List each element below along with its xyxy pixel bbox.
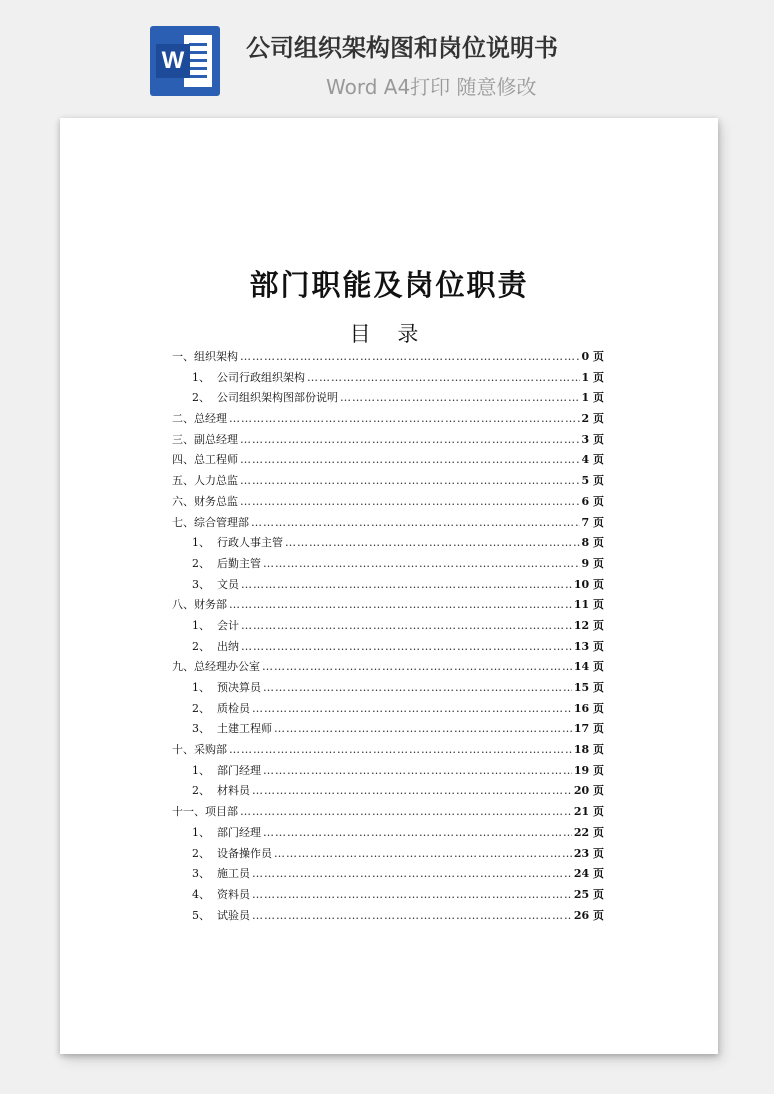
toc-entry-label: 出纳 (217, 639, 239, 653)
toc-entry-page: 7 页 (581, 515, 604, 529)
toc-entry[interactable] (172, 678, 604, 699)
toc-dot-leader (252, 864, 572, 885)
toc-entry[interactable] (172, 864, 604, 885)
toc-entry[interactable] (172, 761, 604, 782)
toc-dot-leader (241, 616, 572, 637)
toc-dot-leader (240, 492, 580, 513)
toc-dot-leader (262, 657, 572, 678)
header-subtitle: Word A4打印 随意修改 (326, 75, 537, 99)
toc-entry-page: 19 页 (573, 763, 604, 777)
toc-dot-leader (307, 368, 580, 389)
header-banner (0, 0, 774, 118)
toc-entry-number: 1、 (192, 618, 210, 632)
toc-dot-leader (263, 678, 572, 699)
toc-entry-page: 5 页 (581, 474, 604, 488)
toc-entry[interactable] (172, 657, 604, 678)
toc-entry-number: 3、 (192, 577, 210, 591)
toc-entry-number: 2、 (192, 391, 210, 405)
toc-entry-number: 1、 (192, 681, 210, 694)
toc-entry-label: 一、组织架构 (172, 350, 238, 363)
toc-entry-page: 4 页 (581, 453, 604, 467)
toc-entry[interactable] (172, 781, 604, 802)
toc-entry[interactable] (172, 450, 604, 471)
word-icon (150, 26, 220, 96)
toc-entry-label: 部门经理 (217, 825, 261, 839)
toc-entry-number: 3、 (192, 722, 210, 736)
toc-entry[interactable] (172, 575, 604, 596)
toc-entry-label: 五、人力总监 (172, 474, 238, 488)
toc-dot-leader (274, 844, 572, 865)
toc-entry-number: 2、 (192, 701, 210, 715)
toc-dot-leader (241, 637, 572, 658)
toc-entry-label: 部门经理 (217, 763, 261, 777)
toc-entry-number: 1、 (192, 825, 210, 839)
toc-entry-page: 8 页 (581, 536, 604, 550)
toc-entry[interactable] (172, 347, 604, 368)
toc-entry-page: 9 页 (581, 556, 604, 570)
toc-entry[interactable] (172, 844, 604, 865)
toc-entry-label: 预决算员 (217, 681, 261, 694)
toc-entry-label: 材料员 (217, 784, 250, 798)
toc-entry-label: 十、采购部 (172, 743, 227, 757)
document-page (60, 118, 718, 1054)
toc-entry-page: 26 页 (573, 908, 604, 922)
toc-dot-leader (240, 430, 580, 451)
toc-entry[interactable] (172, 513, 604, 534)
toc-entry-number: 2、 (192, 846, 210, 860)
toc-entry[interactable] (172, 906, 604, 927)
toc-entry[interactable] (172, 595, 604, 616)
toc-entry[interactable] (172, 885, 604, 906)
toc-entry-page: 0 页 (581, 350, 604, 363)
toc-entry-label: 质检员 (217, 701, 250, 715)
toc-entry[interactable] (172, 637, 604, 658)
toc-entry-page: 18 页 (573, 743, 604, 757)
toc-entry-number: 2、 (192, 639, 210, 653)
toc-entry-label: 九、总经理办公室 (172, 660, 260, 674)
toc-entry-label: 三、副总经理 (172, 432, 238, 446)
toc-entry-page: 13 页 (573, 639, 604, 653)
toc-dot-leader (240, 802, 572, 823)
toc-entry-label: 七、综合管理部 (172, 515, 249, 529)
toc-dot-leader (252, 906, 572, 927)
toc-entry-page: 11 页 (573, 598, 604, 612)
toc-entry-label: 设备操作员 (217, 846, 272, 860)
toc-entry-number: 3、 (192, 867, 210, 881)
toc-entry[interactable] (172, 823, 604, 844)
toc-entry[interactable] (172, 388, 604, 409)
toc-heading: 目 录 (349, 322, 429, 346)
toc-entry[interactable] (172, 430, 604, 451)
toc-entry-label: 试验员 (217, 908, 250, 922)
toc-dot-leader (263, 554, 580, 575)
toc-entry-label: 会计 (217, 618, 239, 632)
toc-entry-page: 2 页 (581, 412, 604, 426)
toc-entry-page: 1 页 (581, 370, 604, 384)
toc-entry[interactable] (172, 492, 604, 513)
toc-entry-page: 14 页 (573, 660, 604, 674)
toc-entry-label: 文员 (217, 577, 239, 591)
toc-entry-label: 公司行政组织架构 (217, 370, 305, 384)
toc-entry-page: 6 页 (581, 494, 604, 508)
toc-entry[interactable] (172, 719, 604, 740)
toc-entry-number: 2、 (192, 556, 210, 570)
toc-entry-number: 1、 (192, 370, 210, 384)
toc-entry-page: 16 页 (573, 701, 604, 715)
toc-entry-page: 24 页 (573, 867, 604, 881)
toc-dot-leader (274, 719, 572, 740)
toc-entry-number: 1、 (192, 763, 210, 777)
toc-entry-label: 行政人事主管 (217, 536, 283, 550)
toc-entry-page: 15 页 (573, 681, 604, 694)
toc-entry-label: 公司组织架构图部份说明 (217, 391, 338, 405)
table-of-contents (172, 347, 604, 926)
toc-entry-number: 5、 (192, 908, 210, 922)
toc-entry-label: 六、财务总监 (172, 494, 238, 508)
toc-dot-leader (241, 575, 572, 596)
toc-entry[interactable] (172, 471, 604, 492)
header-title: 公司组织架构图和岗位说明书 (246, 34, 558, 62)
toc-entry-number: 1、 (192, 536, 210, 550)
toc-entry[interactable] (172, 368, 604, 389)
toc-entry-page: 20 页 (573, 784, 604, 798)
toc-entry[interactable] (172, 740, 604, 761)
toc-entry-label: 二、总经理 (172, 412, 227, 426)
toc-entry-page: 12 页 (573, 618, 604, 632)
toc-dot-leader (240, 450, 580, 471)
toc-entry-page: 17 页 (573, 722, 604, 736)
toc-entry[interactable] (172, 802, 604, 823)
toc-dot-leader (263, 823, 572, 844)
toc-entry-label: 十一、项目部 (172, 805, 238, 819)
toc-entry[interactable] (172, 554, 604, 575)
toc-dot-leader (251, 513, 580, 534)
toc-entry-page: 23 页 (573, 846, 604, 860)
toc-dot-leader (252, 699, 572, 720)
toc-entry-label: 四、总工程师 (172, 453, 238, 467)
toc-entry-page: 3 页 (581, 432, 604, 446)
toc-entry-page: 1 页 (581, 391, 604, 405)
toc-dot-leader (229, 409, 580, 430)
toc-entry-number: 4、 (192, 887, 210, 901)
toc-entry-label: 资料员 (217, 887, 250, 901)
toc-dot-leader (240, 347, 580, 368)
toc-dot-leader (240, 471, 580, 492)
toc-entry-label: 八、财务部 (172, 598, 227, 612)
toc-dot-leader (340, 388, 580, 409)
toc-dot-leader (252, 781, 572, 802)
toc-entry-label: 后勤主管 (217, 556, 261, 570)
toc-dot-leader (285, 533, 580, 554)
toc-entry-page: 25 页 (573, 887, 604, 901)
toc-dot-leader (229, 740, 572, 761)
toc-dot-leader (229, 595, 572, 616)
toc-entry[interactable] (172, 616, 604, 637)
word-letter: W (156, 44, 190, 78)
toc-entry[interactable] (172, 409, 604, 430)
toc-dot-leader (252, 885, 572, 906)
document-title: 部门职能及岗位职责 (249, 268, 529, 302)
toc-entry-label: 施工员 (217, 867, 250, 881)
toc-entry[interactable] (172, 533, 604, 554)
toc-entry[interactable] (172, 699, 604, 720)
toc-entry-page: 21 页 (573, 805, 604, 819)
toc-entry-page: 10 页 (573, 577, 604, 591)
toc-entry-number: 2、 (192, 784, 210, 798)
toc-dot-leader (263, 761, 572, 782)
toc-entry-label: 土建工程师 (217, 722, 272, 736)
toc-entry-page: 22 页 (573, 825, 604, 839)
